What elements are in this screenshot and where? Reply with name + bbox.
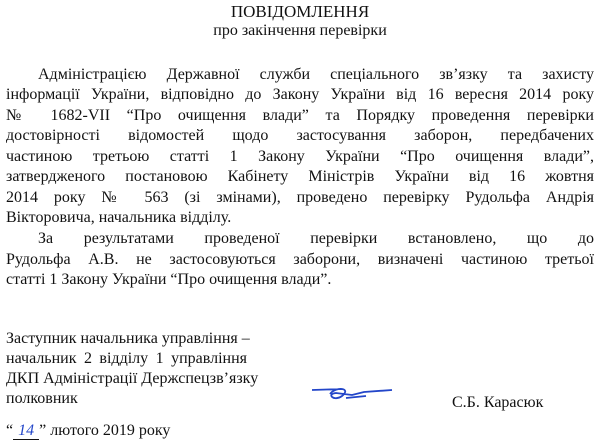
signatory-rank: полковник (6, 390, 78, 407)
document-title: ПОВІДОМЛЕННЯ (230, 2, 370, 21)
signature-image (312, 384, 402, 406)
signatory-position: Заступник начальника управління – (6, 330, 250, 347)
text-line: частиною третьою статті 1 Закону України “Про очищення влади”, (6, 148, 594, 165)
text-line: Адміністрацією Державної служби спеціального зв’язку та захисту (38, 66, 594, 83)
date-text: ” лютого 2019 року (39, 422, 171, 439)
text-line: За результатами проведеної перевірки встановлено, що до (38, 230, 594, 247)
document-subtitle: про закінчення перевірки (213, 22, 387, 39)
date-quote: “ (6, 422, 14, 439)
signatory-position: начальник 2 відділу 1 управління (6, 350, 247, 367)
text-line: інформації України, відповідно до Закону України від 16 вересня 2014 року (6, 86, 594, 103)
text-line: статті 1 Закону України “Про очищення влади”. (6, 271, 332, 288)
text-line: Рудольфа А.В. не застосовуються заборони, визначені частиною третьої (6, 251, 594, 268)
signatory-name: С.Б. Карасюк (452, 394, 544, 411)
text-line: достовірності відомостей щодо застосування заборон, передбачених (6, 127, 594, 144)
date-line (6, 421, 170, 441)
text-line: затвердженого постановою Кабінету Міністрів України від 16 жовтня (6, 168, 594, 185)
text-line: Вікторовича, начальника відділу. (6, 209, 232, 226)
text-line: № 1682-VII “Про очищення влади” та Порядку проведення перевірки (6, 107, 594, 124)
signatory-position: ДКП Адміністрації Держспецзв’язку (6, 370, 259, 387)
text-line: 2014 року № 563 (зі змінами), проведено перевірку Рудольфа Андрія (6, 189, 594, 206)
date-day: 14 (13, 423, 39, 440)
